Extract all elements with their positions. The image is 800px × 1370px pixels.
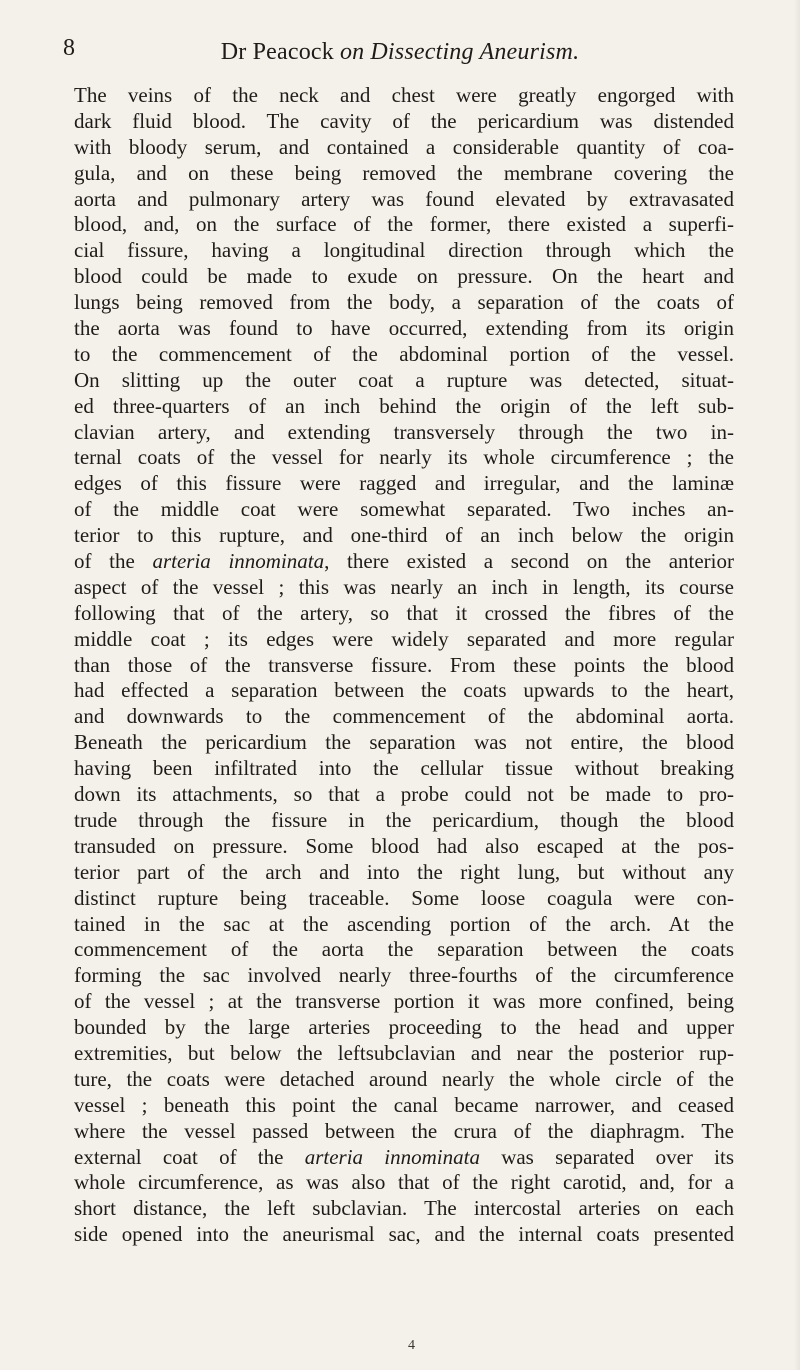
running-head-author: Dr Peacock bbox=[220, 39, 334, 65]
text-line: clavian artery, and extending transversely through the two in- bbox=[74, 419, 734, 444]
running-head-on: on bbox=[339, 39, 365, 65]
text-line: aorta and pulmonary artery was found elevated by extravasated bbox=[74, 186, 734, 211]
text-line: aspect of the vessel ; this was nearly an inch in length, its course bbox=[74, 574, 734, 599]
text-line: commencement of the aorta the separation between the coats bbox=[74, 937, 734, 962]
text-segment: , there existed a second on the anterior bbox=[324, 549, 735, 574]
italic-term: arteria innominata bbox=[304, 1144, 480, 1169]
text-line: following that of the artery, so that it crossed the fibres of the bbox=[74, 600, 734, 625]
body-text bbox=[74, 83, 734, 1248]
text-line: Beneath the pericardium the separation was not entire, the blood bbox=[74, 730, 734, 755]
text-line: side opened into the aneurismal sac, and the internal coats presented bbox=[74, 1222, 734, 1247]
text-line: gula, and on these being removed the membrane covering the bbox=[74, 160, 734, 185]
text-line: blood, and, on the surface of the former, there existed a superfi- bbox=[74, 212, 734, 237]
text-line: than those of the transverse fissure. From these points the blood bbox=[74, 652, 734, 677]
text-line: terior part of the arch and into the right lung, but without any bbox=[74, 859, 734, 884]
page-number: 8 bbox=[63, 35, 75, 61]
text-line: down its attachments, so that a probe could not be made to pro- bbox=[74, 782, 734, 807]
text-line: lungs being removed from the body, a separation of the coats of bbox=[74, 290, 734, 315]
text-line: had effected a separation between the coats upwards to the heart, bbox=[74, 678, 734, 703]
text-line: having been infiltrated into the cellular tissue without breaking bbox=[74, 756, 734, 781]
text-line: extremities, but below the leftsubclavian and near the posterior rup- bbox=[74, 1040, 734, 1065]
running-head bbox=[0, 38, 800, 66]
text-line: cial fissure, having a longitudinal direction through which the bbox=[74, 238, 734, 263]
text-line: ed three-quarters of an inch behind the origin of the left sub- bbox=[74, 393, 734, 418]
text-segment: external coat of the bbox=[74, 1144, 305, 1169]
text-line: where the vessel passed between the crura of the diaphragm. The bbox=[74, 1118, 734, 1143]
text-line: and downwards to the commencement of the abdominal aorta. bbox=[74, 704, 734, 729]
text-line: edges of this fissure were ragged and irregular, and the laminæ bbox=[74, 471, 734, 496]
text-line: with bloody serum, and contained a considerable quantity of coa- bbox=[74, 134, 734, 159]
text-line: middle coat ; its edges were widely separated and more regular bbox=[74, 626, 734, 651]
text-line: the aorta was found to have occurred, extending from its origin bbox=[74, 316, 734, 341]
text-line: distinct rupture being traceable. Some loose coagula were con- bbox=[74, 885, 734, 910]
text-line: trude through the fissure in the pericardium, though the blood bbox=[74, 807, 734, 832]
text-segment: was separated over its bbox=[479, 1144, 734, 1169]
text-line: vessel ; beneath this point the canal became narrower, and ceased bbox=[74, 1092, 734, 1117]
text-line: transuded on pressure. Some blood had also escaped at the pos- bbox=[74, 833, 734, 858]
italic-term: arteria innominata bbox=[152, 549, 325, 574]
text-line: ternal coats of the vessel for nearly its whole circumference ; the bbox=[74, 445, 734, 470]
text-line: dark fluid blood. The cavity of the pericardium was distended bbox=[74, 108, 734, 133]
text-line: The veins of the neck and chest were greatly engorged with bbox=[74, 83, 734, 107]
text-line: short distance, the left subclavian. The intercostal arteries on each bbox=[74, 1196, 734, 1221]
text-line bbox=[74, 549, 734, 575]
text-line: terior to this rupture, and one-third of an inch below the origin bbox=[74, 523, 734, 548]
text-line: tained in the sac at the ascending portion of the arch. At the bbox=[74, 911, 734, 936]
text-line: of the vessel ; at the transverse portion it was more confined, being bbox=[74, 989, 734, 1014]
text-line: to the commencement of the abdominal portion of the vessel. bbox=[74, 341, 734, 366]
text-line bbox=[74, 1145, 734, 1171]
text-line: of the middle coat were somewhat separated. Two inches an- bbox=[74, 497, 734, 522]
text-line: bounded by the large arteries proceeding to the head and upper bbox=[74, 1015, 734, 1040]
text-line: blood could be made to exude on pressure. On the heart and bbox=[74, 264, 734, 289]
text-line: forming the sac involved nearly three-fourths of the circumference bbox=[74, 963, 734, 988]
running-head-title: Dissecting Aneurism. bbox=[370, 39, 580, 65]
signature-mark: 4 bbox=[408, 1338, 415, 1353]
text-segment: of the bbox=[74, 549, 153, 574]
text-line: ture, the coats were detached around nearly the whole circle of the bbox=[74, 1066, 734, 1091]
text-line: On slitting up the outer coat a rupture was detected, situat- bbox=[74, 367, 734, 392]
text-line: whole circumference, as was also that of the right carotid, and, for a bbox=[74, 1170, 734, 1195]
page-edge bbox=[794, 0, 800, 1370]
